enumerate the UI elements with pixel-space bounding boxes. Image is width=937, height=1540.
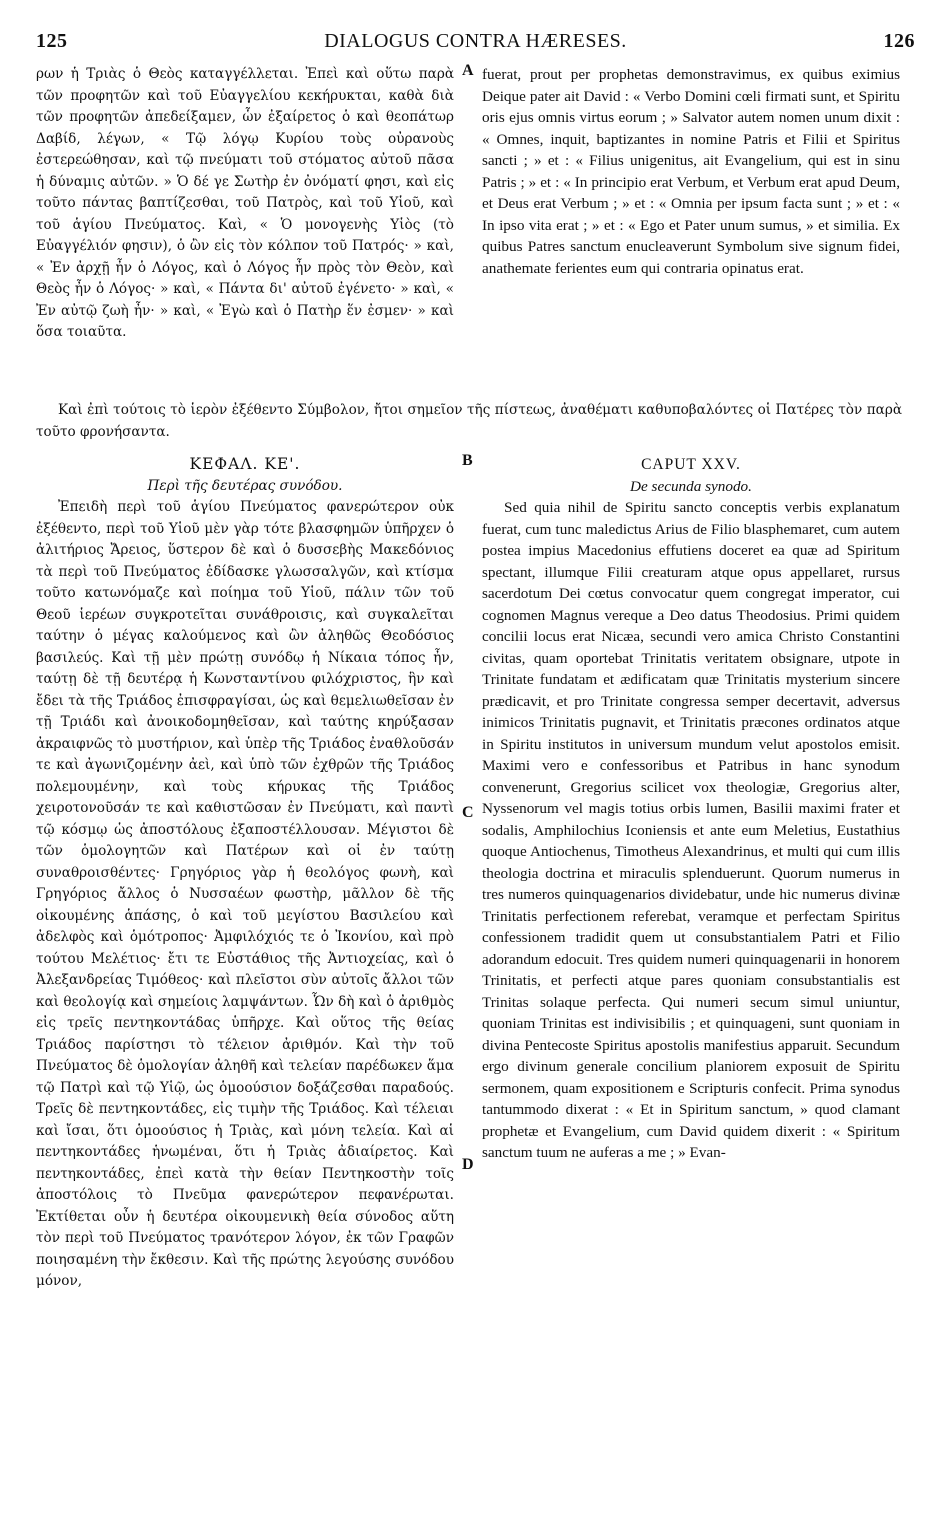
greek-chapter-subheading: Περὶ τῆς δευτέρας συνόδου. [147, 477, 343, 494]
greek-chapter-heading: ΚΕΦΑΛ. ΚΕ'. [189, 455, 301, 473]
margin-marker-d: D [462, 1156, 474, 1173]
latin-chapter-body: Sed quia nihil de Spiritu sancto conceptis verbis explanatum fuerat, cum tunc maledictus Arius de Filio blasphemaret, cum autem postea impius Macedonius effutiens doceret ea quæ ad Spiritum spectant, illumque Filii creaturam atque opus appellaret, rursus sacerdotum Dei cœtus convocatur quem congregat imperator, cui cognomen Magnus vereque a Deo datus Theodosius. Primi quidem concilii locus erat Nicæa, secundi vero amica Christo Constantini civitas, quam oportebat Trinitatis veritatem obsignare, utpote in Trinitate fundatam et ædificatam quæ Trinitatis mysterium sincere prædicavit, et pro Trinitate congressa semper decertavit, adversus inimicos Trinitatis pugnavit, et Trinitatis præcones ordinatos atque in Spiritu institutos in universum mundum velut apostolos emisit. Maximi vero e confessoribus et Patribus in hanc synodum convenerunt, Gregorius scilicet vox theologiæ, Gregorius alter, Nyssenorum vel magis totius orbis lumen, Basilii maximi frater et sodalis, Amphilochius Iconiensis et ante eum Meletius, Eustathius quoque Antiochenus, Timotheus Alexandrinus, et multi qui cum illis theologia doctrina et miraculis splenduerunt. Quorum numerus in tres numeros quinquagenarios dividebatur, unde hic numerus divinæ Trinitatis perfectionem referebat, veramque et perfectam Spiritus confessionem tradidit quem ut consubstantialem Patri et Filio adorandum edocuit. Tres quidem numeri quinquagenarii in honorem Trinitatis, et perfecti atque pares quoniam consubstantialis est Trinitas solaque perfecta. Qui numeri secum simul uniuntur, quoniam Trinitas est indivisibilis ; et quinquageni, sunt quoniam in divina Pentecoste Spiritus apostolis manifestius apparuit. Secundum ergo divinum generale concilium planiorem exposuit de Spiritu sermonem, quam expositionem e Scripturis confecit. Prima synodus tantummodo dixerat : « Et in Spiritum sanctum, » quod clamant prophetæ et Evangelium, cum David quidem dixerit : « Spiritum sanctum tuum ne auferas a me ; » Evan- [482, 499, 900, 1161]
latin-column-top [482, 64, 900, 279]
greek-paragraph-top: ρων ἡ Τριὰς ὁ Θεὸς καταγγέλλεται. Ἐπεὶ καὶ οὕτω παρὰ τῶν προφητῶν καὶ τοῦ Εὐαγγελίου κεκήρυκται, καθὰ διὰ τῶν προφητῶν ἀπεδείξαμεν, ὧν ἐξαίρετος ὁ καὶ θεοπάτωρ Δαβίδ, λέγων, « Τῷ λόγῳ Κυρίου τοὺς οὐρανοὺς ἐστερεώθησαν, καὶ τῷ πνεύματι τοῦ στόματος αὐτοῦ πᾶσα ἡ δύναμις αὐτῶν. » Ὁ δέ γε Σωτὴρ ἐν ὀνόματί φησι, καὶ εἰς τοῦτο πάντας βαπτίζεσθαι, τοῦ Πατρὸς, καὶ τοῦ Υἱοῦ, καὶ τοῦ ἁγίου Πνεύματος. Καὶ, « Ὁ μονογενὴς Υἱὸς (τὸ Εὐαγγέλιόν φησιν), ὁ ὢν εἰς τὸν κόλπον τοῦ Πατρός· » καὶ, « Ἐν ἀρχῇ ἦν ὁ Λόγος, καὶ ὁ Λόγος ἦν πρὸς τὸν Θεὸν, καὶ Θεὸς ἦν ὁ Λόγος· » καὶ, « Πάντα δι' αὐτοῦ ἐγένετο· » καὶ, « Ἐν αὐτῷ ζωὴ ἦν· » καὶ, « Ἐγὼ καὶ ὁ Πατὴρ ἕν ἐσμεν· » καὶ ὅσα τοιαῦτα. [36, 66, 454, 340]
latin-column-main [482, 454, 900, 1164]
latin-paragraph-top: fuerat, prout per prophetas demonstravimus, ex quibus eximius Deique pater ait David : « Verbo Domini cœli firmati sunt, et Spiritu oris ejus omnis virtus eorum ; » Salvator autem nomen unum dixit : « Omnes, inquit, baptizantes in nomine Patris et Filii et Spiritus sancti ; » et : « Filius unigenitus, ait Evangelium, qui est in sinu Patris ; » et : « In principio erat Verbum, et Verbum erat apud Deum, et Deus erat Verbum ; » et : « Omnia per ipsum facta sunt ; » et : « In ipso vita erat ; » et : « Ego et Pater unum sumus, » et similia. Ex quibus Patres sanctum enucleaverunt Symbolum sive signum fidei, anathemate ferientes eum qui contraria opinatus erat. [482, 66, 900, 277]
page-number-left: 125 [36, 30, 68, 52]
greek-column-main [36, 454, 454, 1293]
greek-paragraph-creed: Καὶ ἐπὶ τούτοις τὸ ἱερὸν ἐξέθεντο Σύμβολον, ἤτοι σημεῖον τῆς πίστεως, ἀναθέματι καθυποβαλόντες οἱ Πατέρες τὸν παρὰ τοῦτο φρονήσαντα. [36, 402, 902, 440]
latin-chapter-subheading: De secunda synodo. [630, 477, 752, 495]
greek-chapter-body: Ἐπειδὴ περὶ τοῦ ἁγίου Πνεύματος φανερώτερον οὐκ ἐξέθεντο, περὶ τοῦ Υἱοῦ μὲν γὰρ τότε βλασφημῶν ὑπῆρχεν ὁ ἀλιτήριος Ἄρειος, ὕστερον δὲ καὶ ὁ δυσσεβὴς Μακεδόνιος τὰ περὶ τοῦ Πνεύματος ἐδίδασκε γλωσσαλγῶν, καὶ κτίσμα τοῦτο κατωνόμαζε καὶ ποίημα τοῦ Υἱοῦ, πάλιν τῶν τοῦ Θεοῦ ἱερέων συγκροτεῖται συνάθροισις, καὶ συγκαλεῖται ταύτην ὁ μέγας καλούμενος καὶ ὢν ἀληθῶς Θεοδόσιος βασιλεύς. Καὶ τῇ μὲν πρώτῃ συνόδῳ ἡ Νίκαια τόπος ἦν, ταύτῃ δὲ τῇ δευτέρᾳ ἡ Κωνσταντίνου φιλόχριστος, ἣν καὶ ἔδει τὰ τῆς Τριάδος ἐπισφραγίσαι, ὡς καὶ θεμελιωθεῖσαν ἐν τῇ Τριάδι καὶ ἀνοικοδομηθεῖσαν, καὶ ταύτης κηρύξασαν ἀκραιφνῶς τὸ μυστήριον, καὶ ὑπὲρ τῆς Τριάδος ἐναθλοῦσάν τε καὶ ἀγωνιζομένην ἀεὶ, καὶ ὑπὸ τῶν ἐχθρῶν τῆς Τριάδος πολεμουμένην, καὶ τοὺς κήρυκας τῆς Τριάδος χειροτονοῦσάν τε καὶ καθιστῶσαν ἐν Πνεύματι, καὶ παντὶ τῷ κόσμῳ ὡς ἀποστόλους ἐξαποστέλλουσαν. Μέγιστοι δὲ τῶν ὁμολογητῶν καὶ Πατέρων καὶ οἱ ἐν ταύτῃ συναθροισθέντες· Γρηγόριος γὰρ ἡ θεολόγος φωνὴ, καὶ Γρηγόριος ἄλλος ὁ Νυσσαέων φωστὴρ, μᾶλλον δὲ τῆς οἰκουμένης ἁπάσης, ὁ καὶ τοῦ μεγίστου Βασιλείου καὶ ἀδελφὸς καὶ ὁμότροπος· Ἀμφιλόχιός τε ὁ Ἰκονίου, καὶ πρὸ τούτου Μελέτιος· ἔτι τε Εὐστάθιος τῆς Ἀντιοχείας, καὶ ὁ Ἀλεξανδρείας Τιμόθεος· καὶ πλεῖστοι σὺν αὐτοῖς ἄλλοι τῶν καὶ θεολογίᾳ καὶ σημείοις λαμψάντων. Ὧν δὴ καὶ ὁ ἀριθμὸς εἰς τρεῖς πεντηκοντάδας ὑπῆρχε. Καὶ οὕτος τῆς θείας Τριάδος παρίστησι τὸ τέλειον ἀριθμόν. Καὶ τὴν τοῦ Πνεύματος δὲ ὁμολογίαν ἀληθῆ καὶ τελείαν παρέδωκεν ἅμα τῷ Πατρὶ καὶ τῷ Υἱῷ, ὡς ὁμοούσιον δοξάζεσθαι παραδούς. Τρεῖς δὲ πεντηκοντάδες, εἰς τιμὴν τῆς Τριάδος. Καὶ τέλειαι καὶ ἴσαι, ὅτι ὁμοούσιος ἡ Τριὰς, καὶ μόνη τελεία. Καὶ αἱ πεντηκοντάδες ἡνωμέναι, ὅτι ἡ Τριὰς ἀδιαίρετος. Καὶ πεντηκοντάδες, ἐπεὶ κατὰ τὴν θείαν Πεντηκοστὴν τοῖς ἀποστόλοις τὸ Πνεῦμα φανερώτερον πεφανέρωται. Ἐκτίθεται οὖν ἡ δευτέρα οἰκουμενικὴ θεία σύνοδος αὕτη τὸν περὶ τοῦ Πνεύματος τρανότερον λόγον, ἐκ τῶν Γραφῶν ποιησαμένη τὴν ἔκθεσιν. Καὶ τῆς πρώτης λεγούσης συνόδου μόνον, [36, 499, 454, 1289]
margin-marker-a: A [462, 62, 474, 79]
page-header [36, 30, 915, 60]
latin-chapter-heading: CAPUT XXV. [641, 456, 741, 473]
page-number-right: 126 [883, 30, 915, 52]
margin-marker-c: C [462, 804, 474, 821]
running-title: DIALOGUS CONTRA HÆRESES. [324, 30, 627, 52]
greek-column-top [36, 64, 454, 344]
margin-marker-b: B [462, 452, 473, 469]
greek-full-width-line [36, 400, 902, 443]
